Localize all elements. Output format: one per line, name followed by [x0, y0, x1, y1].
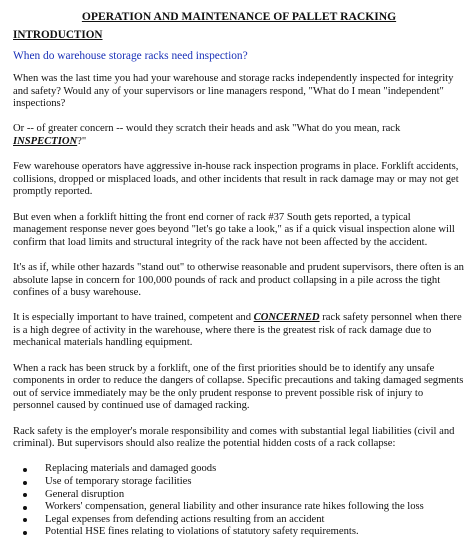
- paragraph-1: When was the last time you had your warehouse and storage racks independently inspected for integrity and safety? Would any of your supervisors or line managers respond, "What do I mean "independent" inspections?: [13, 73, 454, 110]
- paragraph-4: But even when a forklift hitting the front end corner of rack #37 South gets reported, a typical management response never goes beyond "let's go take a look," as if a quick visual inspection alone will confirm that load limits and structural integrity of the rack have not been affected by the accident.: [13, 211, 455, 248]
- list-item: Potential HSE fines relating to violations of statutory safety requirements.: [45, 526, 465, 539]
- paragraph-6-text-start: It is especially important to have trained, competent and: [13, 312, 254, 324]
- concerned-emphasis: CONCERNED: [253, 312, 320, 324]
- document-title: OPERATION AND MAINTENANCE OF PALLET RACKING: [81, 10, 397, 23]
- list-item: General disruption: [45, 489, 465, 502]
- document-page: [13, 10, 465, 539]
- paragraph-8: Rack safety is the employer's morale responsibility and comes with substantial legal liabilities (civil and criminal). But supervisors should also realize the potential hidden costs of a rack collapse:: [13, 425, 455, 450]
- paragraph-3: Few warehouse operators have aggressive in-house rack inspection programs in place. Forklift accidents, collisions, dropped or misplaced loads, and other incidents that result in rack damage may or may not get promptly reported.: [13, 161, 459, 198]
- paragraph-2-text-start: Or -- of greater concern -- would they scratch their heads and ask "What do you mean, rack: [13, 123, 401, 135]
- list-item: Workers' compensation, general liability and other insurance rate hikes following the loss: [45, 501, 465, 514]
- section-subheading: When do warehouse storage racks need inspection?: [13, 50, 248, 62]
- hidden-costs-list: [13, 463, 465, 539]
- list-item: Replacing materials and damaged goods: [45, 463, 465, 476]
- paragraph-7: When a rack has been struck by a forklift, one of the first priorities should be to identify any unsafe components in order to reduce the dangers of collapse. Specific precautions and taking damaged segments out of service immediately may be the only prudent response to prevent possible risk of injury to personnel caused by continued use of damaged racking.: [13, 362, 464, 412]
- list-item: Legal expenses from defending actions resulting from an accident: [45, 514, 465, 527]
- paragraph-6-text-end: rack safety personnel when there is a high degree of activity in the warehouse, where there is the greatest risk of rack damage due to mechanical materials handling equipment.: [13, 312, 462, 349]
- inspection-emphasis: INSPECTION: [13, 135, 78, 147]
- paragraph-5: It's as if, while other hazards "stand out" to otherwise reasonable and prudent supervisors, there often is an absolute lapse in concern for 100,000 pounds of rack and product collapsing in a pile across the tight confines of a busy warehouse.: [13, 261, 464, 299]
- paragraph-6: [13, 312, 465, 350]
- paragraph-2: [13, 123, 465, 148]
- section-heading: INTRODUCTION: [13, 29, 103, 41]
- list-item: Use of temporary storage facilities: [45, 476, 465, 489]
- paragraph-2-text-end: ?": [77, 135, 87, 147]
